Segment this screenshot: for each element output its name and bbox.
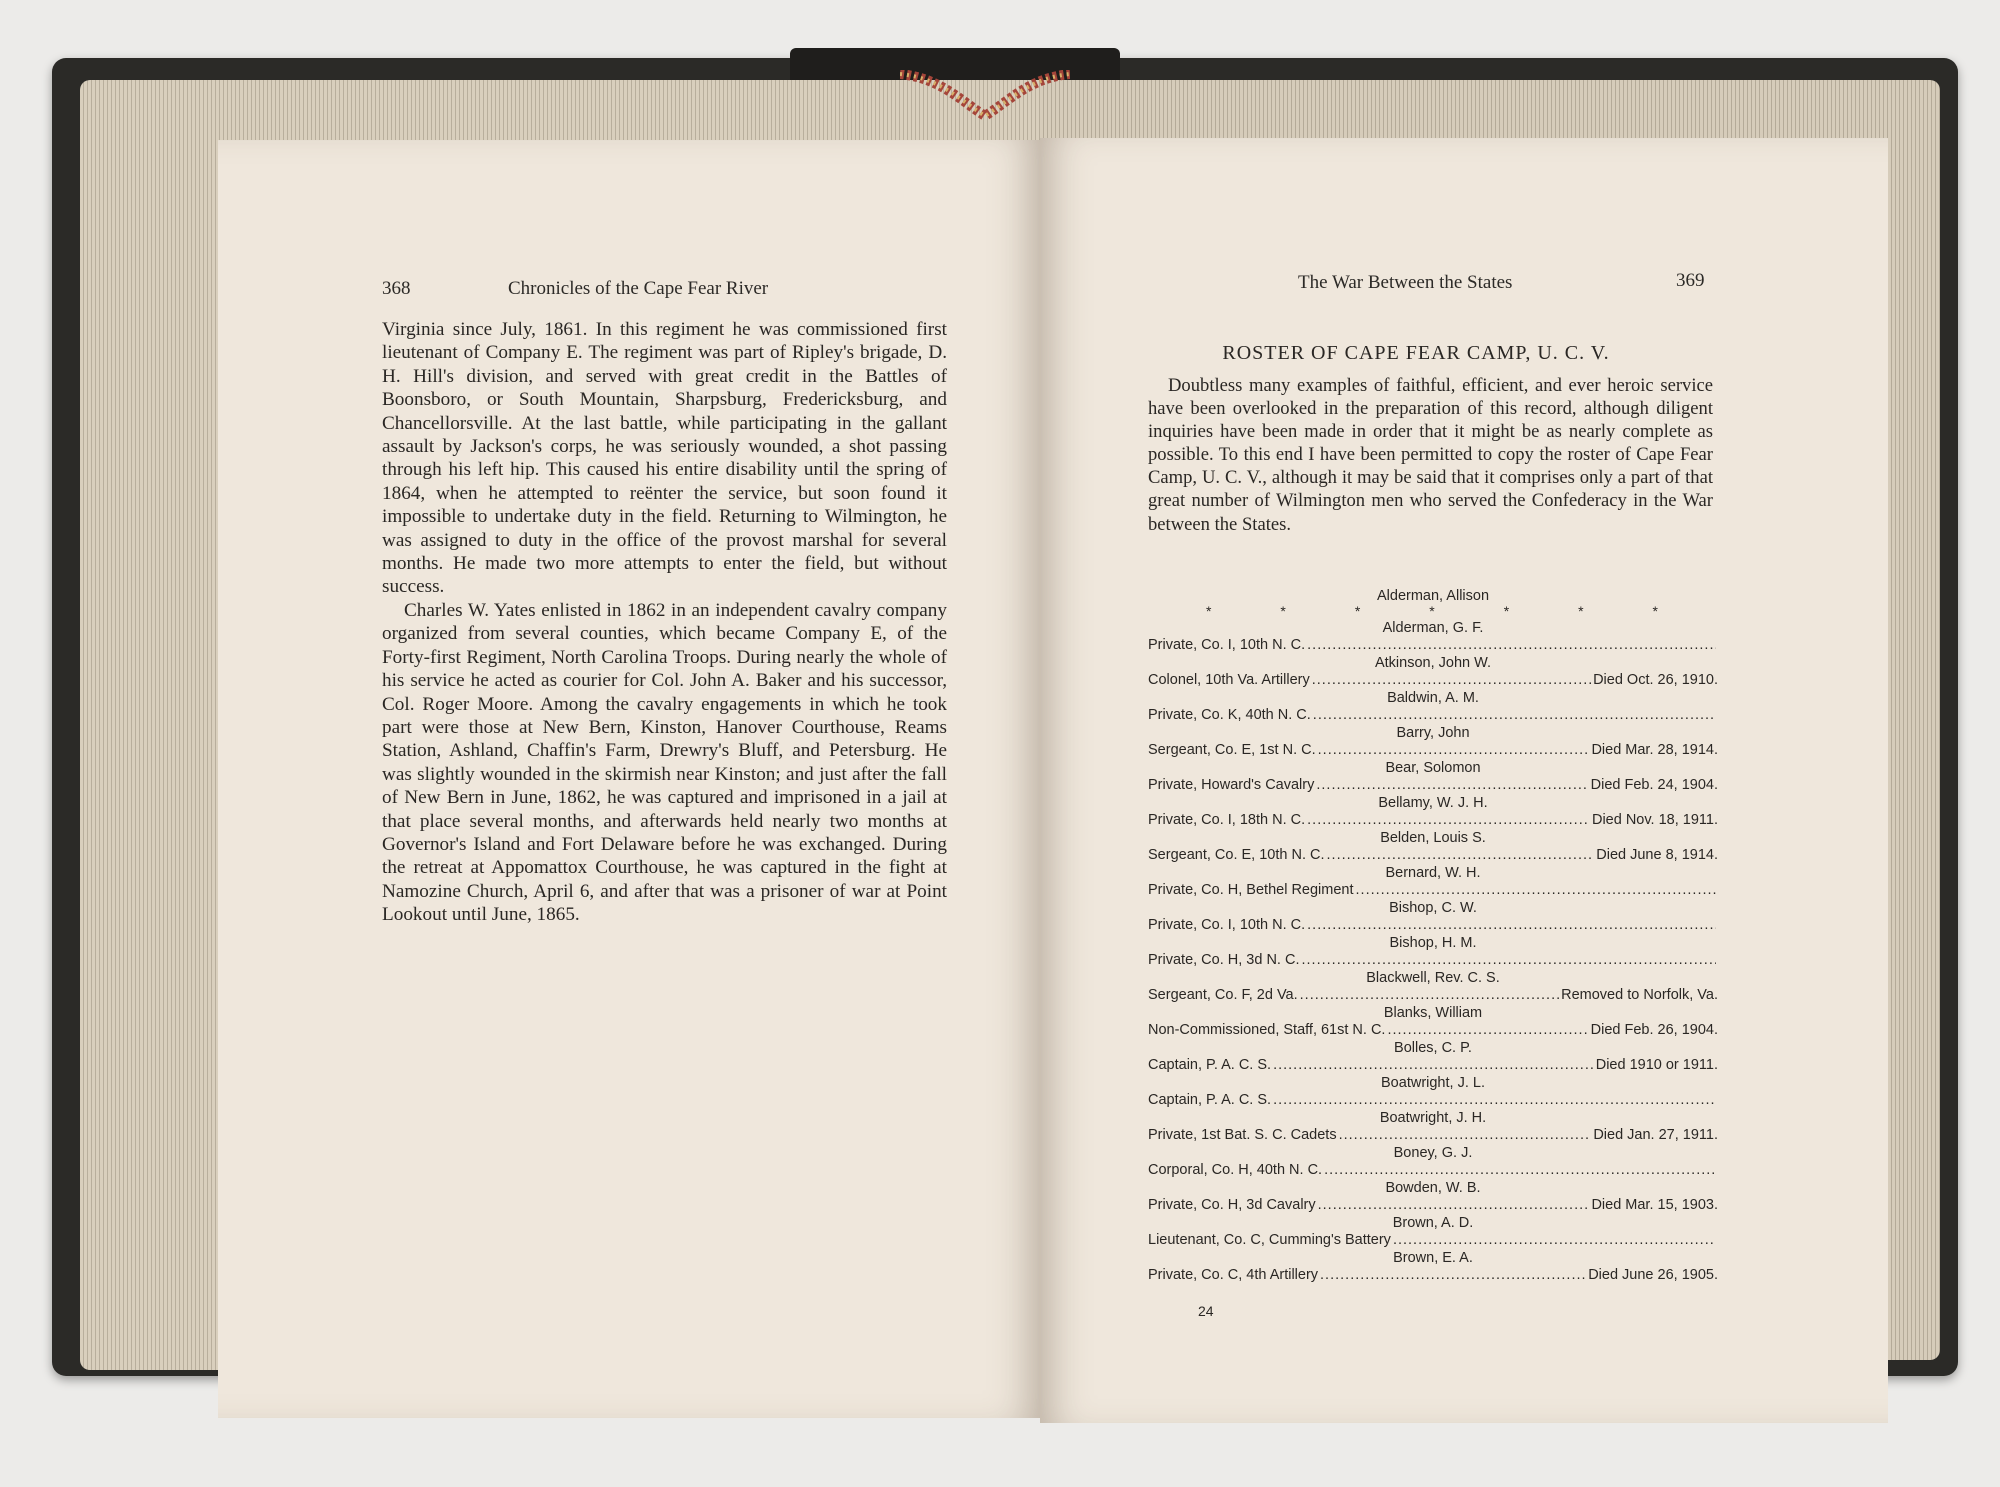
roster-name: Bernard, W. H. (1385, 865, 1481, 881)
roster-note: Died June 8, 1914. (1596, 847, 1718, 863)
roster-entry (1148, 1040, 1718, 1075)
roster-entry (1148, 1215, 1718, 1250)
right-page (1040, 138, 1888, 1423)
dot-leader (1313, 706, 1716, 724)
left-body-text (382, 318, 947, 927)
roster-note: Died Oct. 26, 1910. (1593, 672, 1718, 688)
roster-entry (1148, 690, 1718, 725)
dot-leader (1316, 776, 1588, 794)
roster-name: Bishop, C. W. (1389, 900, 1477, 916)
roster-note: Died Mar. 15, 1903. (1591, 1197, 1718, 1213)
roster-entry (1148, 935, 1718, 970)
roster-unit: Captain, P. A. C. S. (1148, 1057, 1272, 1073)
star: * (1280, 603, 1286, 619)
roster-name: Baldwin, A. M. (1387, 690, 1479, 706)
dot-leader (1300, 986, 1559, 1004)
star: * (1206, 603, 1212, 619)
roster-service-line (1148, 1196, 1718, 1214)
roster-service-line (1148, 1266, 1718, 1284)
bookmark-ribbon-icon (900, 70, 1070, 130)
roster-entry (1148, 1005, 1718, 1040)
dot-leader (1356, 881, 1716, 899)
roster-name: Alderman, G. F. (1382, 620, 1484, 636)
roster-service-line (1148, 671, 1718, 689)
roster-entry (1148, 620, 1718, 655)
left-page-number: 368 (382, 278, 411, 299)
roster-entry (1148, 655, 1718, 690)
roster-service-line (1148, 1056, 1718, 1074)
roster-name: Blanks, William (1383, 1005, 1483, 1021)
dot-leader (1324, 1161, 1716, 1179)
paragraph: Doubtless many examples of faithful, efficient, and ever heroic service have been overlooked in the preparation of this record, although diligent inquiries have been made in order that it might be as nearly complete as possible. To this end I have been permitted to copy the roster of Cape Fear Camp, U. C. V., although it may be said that it comprises only a part of that great number of Wilmington men who served the Confederacy in the War between the States. (1148, 375, 1713, 535)
roster-service-line (1148, 1126, 1718, 1144)
dot-leader (1393, 1231, 1716, 1249)
star: * (1578, 603, 1584, 619)
roster-name: Brown, E. A. (1393, 1250, 1473, 1266)
roster-service-line (1148, 846, 1718, 864)
roster-entry (1148, 1075, 1718, 1110)
roster-service-line (1148, 1021, 1718, 1039)
roster-service-line (1148, 741, 1718, 759)
dot-leader (1318, 741, 1590, 759)
roster-unit: Private, Howard's Cavalry (1148, 777, 1315, 793)
roster-intro (1148, 374, 1713, 536)
omission-stars (1148, 604, 1718, 620)
star: * (1503, 603, 1510, 619)
right-running-title: The War Between the States (1298, 272, 1513, 293)
roster-entry (1148, 1180, 1718, 1215)
roster-service-line (1148, 776, 1718, 794)
dot-leader (1387, 1021, 1588, 1039)
paragraph: Virginia since July, 1861. In this regiment he was commissioned first lieutenant of Company E. The regiment was part of Ripley's brigade, D. H. Hill's division, and served with great credit in the Battles of Boonsboro, or South Mountain, Sharpsburg, Fredericksburg, and Chancellorsville. At the last battle, while participating in the gallant assault by Jackson's corps, he was seriously wounded, a shot passing through his left hip. This caused his entire disability until the spring of 1864, when he attempted to reënter the service, but soon found it impossible to undertake duty in the field. Returning to Wilmington, he was assigned to duty in the office of the provost marshal for several months. He made two more attempts to enter the field, but without success. (382, 319, 947, 598)
roster-entry (1148, 900, 1718, 935)
roster-entry (1148, 760, 1718, 795)
roster-entry (1148, 1145, 1718, 1180)
roster-unit: Sergeant, Co. E, 10th N. C. (1148, 847, 1325, 863)
roster-entry (1148, 865, 1718, 900)
right-page-number: 369 (1676, 270, 1705, 291)
roster-unit: Lieutenant, Co. C, Cumming's Battery (1148, 1232, 1391, 1248)
dot-leader (1273, 1091, 1716, 1109)
roster-name: Boney, G. J. (1393, 1145, 1473, 1161)
roster-unit: Private, Co. K, 40th N. C. (1148, 707, 1311, 723)
star: * (1354, 603, 1361, 619)
roster-name: Bolles, C. P. (1394, 1040, 1472, 1056)
roster-unit: Private, Co. C, 4th Artillery (1148, 1267, 1319, 1283)
roster-note: Died June 26, 1905. (1588, 1267, 1718, 1283)
roster-name: Boatwright, J. L. (1381, 1075, 1485, 1091)
roster-service-line (1148, 1161, 1718, 1179)
roster-name: Boatwright, J. H. (1379, 1110, 1487, 1126)
roster-note: Died Feb. 24, 1904. (1590, 777, 1718, 793)
left-running-title: Chronicles of the Cape Fear River (508, 278, 769, 299)
roster-entry (1148, 830, 1718, 865)
paragraph: Charles W. Yates enlisted in 1862 in an independent cavalry company organized from several counties, which became Company E, of the Forty-first Regiment, North Carolina Troops. During nearly the whole of his service he acted as courier for Col. John A. Baker and his successor, Col. Roger Moore. Among the cavalry engagements in which he took part were those at New Bern, Kinston, Hanover Courthouse, Reams Station, Ashland, Chaffin's Farm, Drewry's Bluff, and Petersburg. He was slightly wounded in the skirmish near Kinston; and just after the fall of New Bern in June, 1862, he was captured and imprisoned in a jail at that place several months, and afterwards held nearly two months at Governor's Island and Fort Delaware before he was exchanged. During the retreat at Appomattox Courthouse, he was captured in the fight at Namozine Church, April 6, and after that was a prisoner of war at Point Lookout until June, 1865. (382, 599, 947, 926)
dot-leader (1273, 1056, 1594, 1074)
roster-note: Died Feb. 26, 1904. (1590, 1022, 1718, 1038)
roster-title: ROSTER OF CAPE FEAR CAMP, U. C. V. (1222, 342, 1610, 364)
dot-leader (1307, 916, 1716, 934)
roster-name: Brown, A. D. (1392, 1215, 1474, 1231)
roster-unit: Private, Co. H, Bethel Regiment (1148, 882, 1354, 898)
roster-unit: Corporal, Co. H, 40th N. C. (1148, 1162, 1323, 1178)
roster-entry (1148, 1110, 1718, 1145)
roster-note: Died Jan. 27, 1911. (1593, 1127, 1718, 1143)
roster-entry (1148, 970, 1718, 1005)
roster-unit: Non-Commissioned, Staff, 61st N. C. (1148, 1022, 1386, 1038)
roster-service-line (1148, 1091, 1718, 1109)
roster-name: Bishop, H. M. (1389, 935, 1477, 951)
roster-name: Blackwell, Rev. C. S. (1366, 970, 1500, 986)
roster-entries (1148, 620, 1718, 1285)
roster-unit: Private, Co. I, 10th N. C. (1148, 637, 1306, 653)
roster-unit: Colonel, 10th Va. Artillery (1148, 672, 1310, 688)
roster-service-line (1148, 916, 1718, 934)
roster-note: Died 1910 or 1911. (1595, 1057, 1718, 1073)
roster-entry (1148, 795, 1718, 830)
roster-unit: Private, 1st Bat. S. C. Cadets (1148, 1127, 1337, 1143)
dot-leader (1307, 811, 1590, 829)
roster-name: Bear, Solomon (1385, 760, 1481, 776)
dot-leader (1320, 1266, 1586, 1284)
roster-service-line (1148, 1231, 1718, 1249)
roster-unit: Private, Co. H, 3d N. C. (1148, 952, 1300, 968)
roster-unit: Private, Co. I, 18th N. C. (1148, 812, 1306, 828)
roster-entry (1148, 588, 1718, 604)
roster-entry (1148, 1250, 1718, 1285)
roster-unit: Sergeant, Co. E, 1st N. C. (1148, 742, 1316, 758)
roster-service-line (1148, 636, 1718, 654)
roster-unit: Private, Co. I, 10th N. C. (1148, 917, 1306, 933)
roster-note: Died Nov. 18, 1911. (1591, 812, 1718, 828)
roster-service-line (1148, 986, 1718, 1004)
roster-list (1148, 588, 1718, 1285)
roster-service-line (1148, 881, 1718, 899)
roster-name: Alderman, Allison (1376, 588, 1490, 604)
dot-leader (1302, 951, 1717, 969)
roster-name: Bowden, W. B. (1385, 1180, 1481, 1196)
roster-service-line (1148, 951, 1718, 969)
roster-service-line (1148, 706, 1718, 724)
roster-unit: Private, Co. H, 3d Cavalry (1148, 1197, 1316, 1213)
left-page (218, 140, 1040, 1418)
dot-leader (1339, 1126, 1592, 1144)
roster-note: Died Mar. 28, 1914. (1591, 742, 1718, 758)
dot-leader (1327, 846, 1595, 864)
roster-name: Atkinson, John W. (1374, 655, 1492, 671)
star: * (1652, 603, 1658, 619)
dot-leader (1318, 1196, 1590, 1214)
dot-leader (1307, 636, 1716, 654)
roster-entry (1148, 725, 1718, 760)
roster-unit: Captain, P. A. C. S. (1148, 1092, 1272, 1108)
roster-service-line (1148, 811, 1718, 829)
dot-leader (1312, 671, 1591, 689)
roster-unit: Sergeant, Co. F, 2d Va. (1148, 987, 1298, 1003)
roster-name: Barry, John (1396, 725, 1470, 741)
roster-note: Removed to Norfolk, Va. (1561, 987, 1718, 1003)
signature-mark: 24 (1198, 1303, 1214, 1319)
roster-name: Bellamy, W. J. H. (1378, 795, 1488, 811)
star: * (1429, 603, 1435, 619)
roster-name: Belden, Louis S. (1380, 830, 1486, 846)
